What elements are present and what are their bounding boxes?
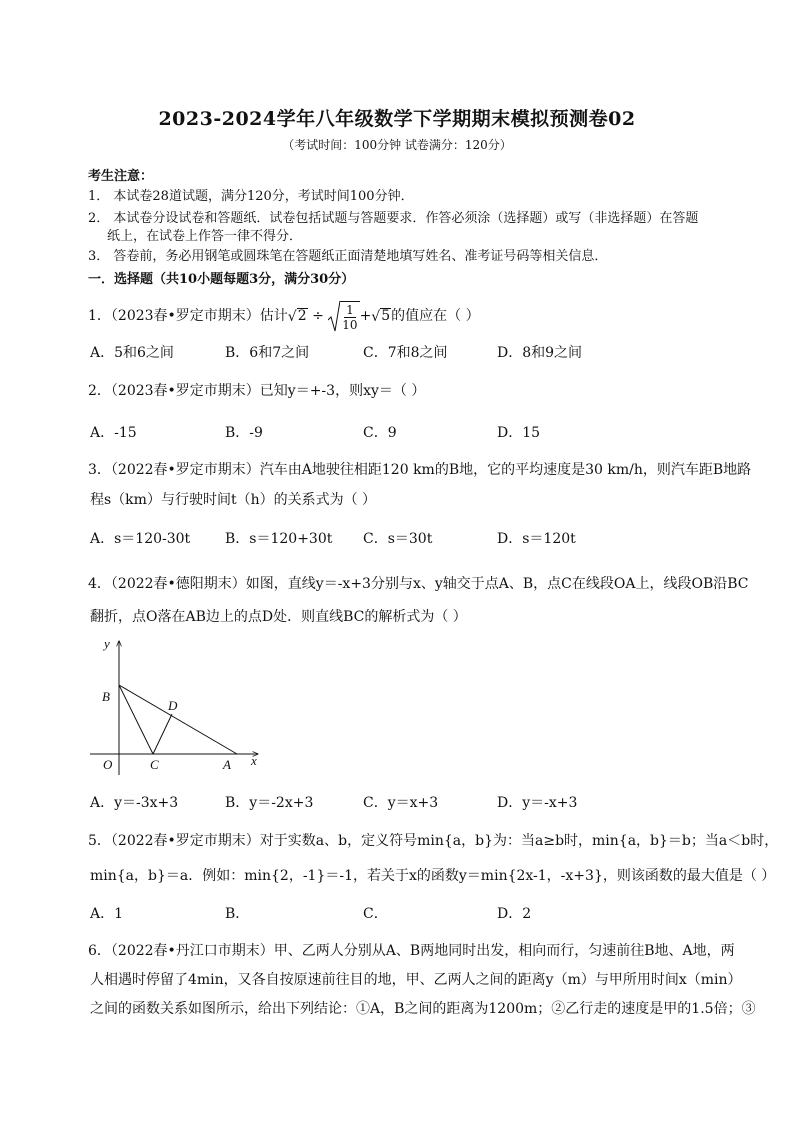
q3-option-c: C．s＝30t [363, 531, 433, 547]
line-ab [119, 685, 237, 754]
q4-option-d: D．y＝-x+3 [497, 795, 578, 811]
q3-option-d: D．s＝120t [497, 531, 576, 547]
question-4-line-2: 翻折，点O落在AB边上的点D处．则直线BC的解析式为（ ） [90, 609, 467, 625]
segment-cd [153, 714, 172, 754]
q4-option-b: B．y＝-2x+3 [225, 795, 314, 811]
q1-option-d: D．8和9之间 [497, 345, 583, 361]
question-6-line-2: 人相遇时停留了4min，又各自按原速前往目的地，甲、乙两人之间的距离y（m）与甲所用时间x（min） [90, 972, 742, 988]
label-o: O [103, 757, 113, 772]
question-5-line-2: min{a，b}＝a．例如：min{2，-1}＝-1，若关于x的函数y＝min{2x-1，-x+3}，则该函数的最大值是（ ） [90, 868, 776, 884]
label-d: D [168, 698, 178, 713]
q4-option-a: A．y＝-3x+3 [90, 795, 179, 811]
question-3-line-1: 3．（2022春•罗定市期末）汽车由A地驶往相距120 km的B地，它的平均速度是30 km/h，则汽车距B地路 [88, 462, 752, 478]
q4-figure [90, 635, 270, 777]
notice-item-1: 1． 本试卷28道试题，满分120分，考试时间100分钟． [88, 189, 414, 204]
label-x: x [251, 753, 257, 768]
label-y: y [104, 636, 110, 651]
notice-item-2-cont: 纸上，在试卷上作答一律不得分． [107, 229, 303, 244]
q5-option-a: A．1 [90, 906, 124, 922]
section-heading: 一．选择题（共10小题每题3分，满分30分） [88, 272, 355, 287]
question-5-line-1: 5．（2022春•罗定市期末）对于实数a、b，定义符号min{a，b}为：当a≥b时，min{a，b}＝b；当a＜b时， [88, 833, 779, 849]
q2-option-c: C．9 [363, 425, 397, 441]
q1-suffix: 的值应在（ ） [391, 308, 480, 324]
notice-item-3: 3． 答卷前，务必用钢笔或圆珠笔在答题纸正面清楚地填写姓名、准考证号码等相关信息． [88, 249, 608, 264]
sqrt-fraction: $\frac{1}{10}$ [328, 300, 359, 332]
label-b: B [102, 689, 110, 704]
notice-heading: 考生注意： [88, 169, 154, 184]
question-6-line-3: 之间的函数关系如图所示，给出下列结论：①A，B之间的距离为1200m；②乙行走的速度是甲的1.5倍；③ [90, 1001, 756, 1017]
q5-option-d: D．2 [497, 906, 532, 922]
q3-option-b: B．s＝120+30t [225, 531, 333, 547]
q5-option-c: C． [363, 906, 388, 922]
question-2: 2．（2023春•罗定市期末）已知y＝+-3，则xy＝（ ） [88, 383, 426, 399]
q1-prefix: 1．（2023春•罗定市期末）估计 [88, 308, 288, 324]
q2-option-a: A．-15 [90, 425, 137, 441]
q2-option-b: B．-9 [225, 425, 263, 441]
question-3-line-2: 程s（km）与行驶时间t（h）的关系式为（ ） [90, 492, 377, 508]
q1-plus: + [359, 308, 372, 324]
page-title: 2023-2024学年八年级数学下学期期末模拟预测卷02 [158, 108, 636, 130]
label-a: A [223, 757, 231, 772]
question-4-line-1: 4．（2022春•德阳期末）如图，直线y＝-x+3分别与x、y轴交于点A、B，点C在线段OA上，线段OB沿BC [88, 576, 749, 592]
q3-option-a: A．s＝120-30t [90, 531, 191, 547]
q1-option-b: B．6和7之间 [225, 345, 310, 361]
q5-option-b: B． [225, 906, 250, 922]
question-6-line-1: 6．（2022春•丹江口市期末）甲、乙两人分别从A、B两地同时出发，相向而行，匀速前往B地、A地，两 [88, 943, 735, 959]
q1-option-a: A．5和6之间 [90, 345, 174, 361]
q1-option-c: C．7和8之间 [363, 345, 448, 361]
sqrt-5: √ 5 [371, 308, 391, 325]
q4-option-c: C．y＝x+3 [363, 795, 439, 811]
page-subtitle: （考试时间：100分钟 试卷满分：120分） [282, 138, 512, 152]
q1-divide: ÷ [312, 308, 324, 324]
question-1 [88, 300, 480, 332]
sqrt-2: √ 2 [287, 308, 307, 325]
q2-option-d: D．15 [497, 425, 541, 441]
notice-item-2: 2． 本试卷分设试卷和答题纸．试卷包括试题与答题要求．作答必须涂（选择题）或写（非选择题）在答题 [88, 211, 699, 226]
label-c: C [150, 757, 159, 772]
